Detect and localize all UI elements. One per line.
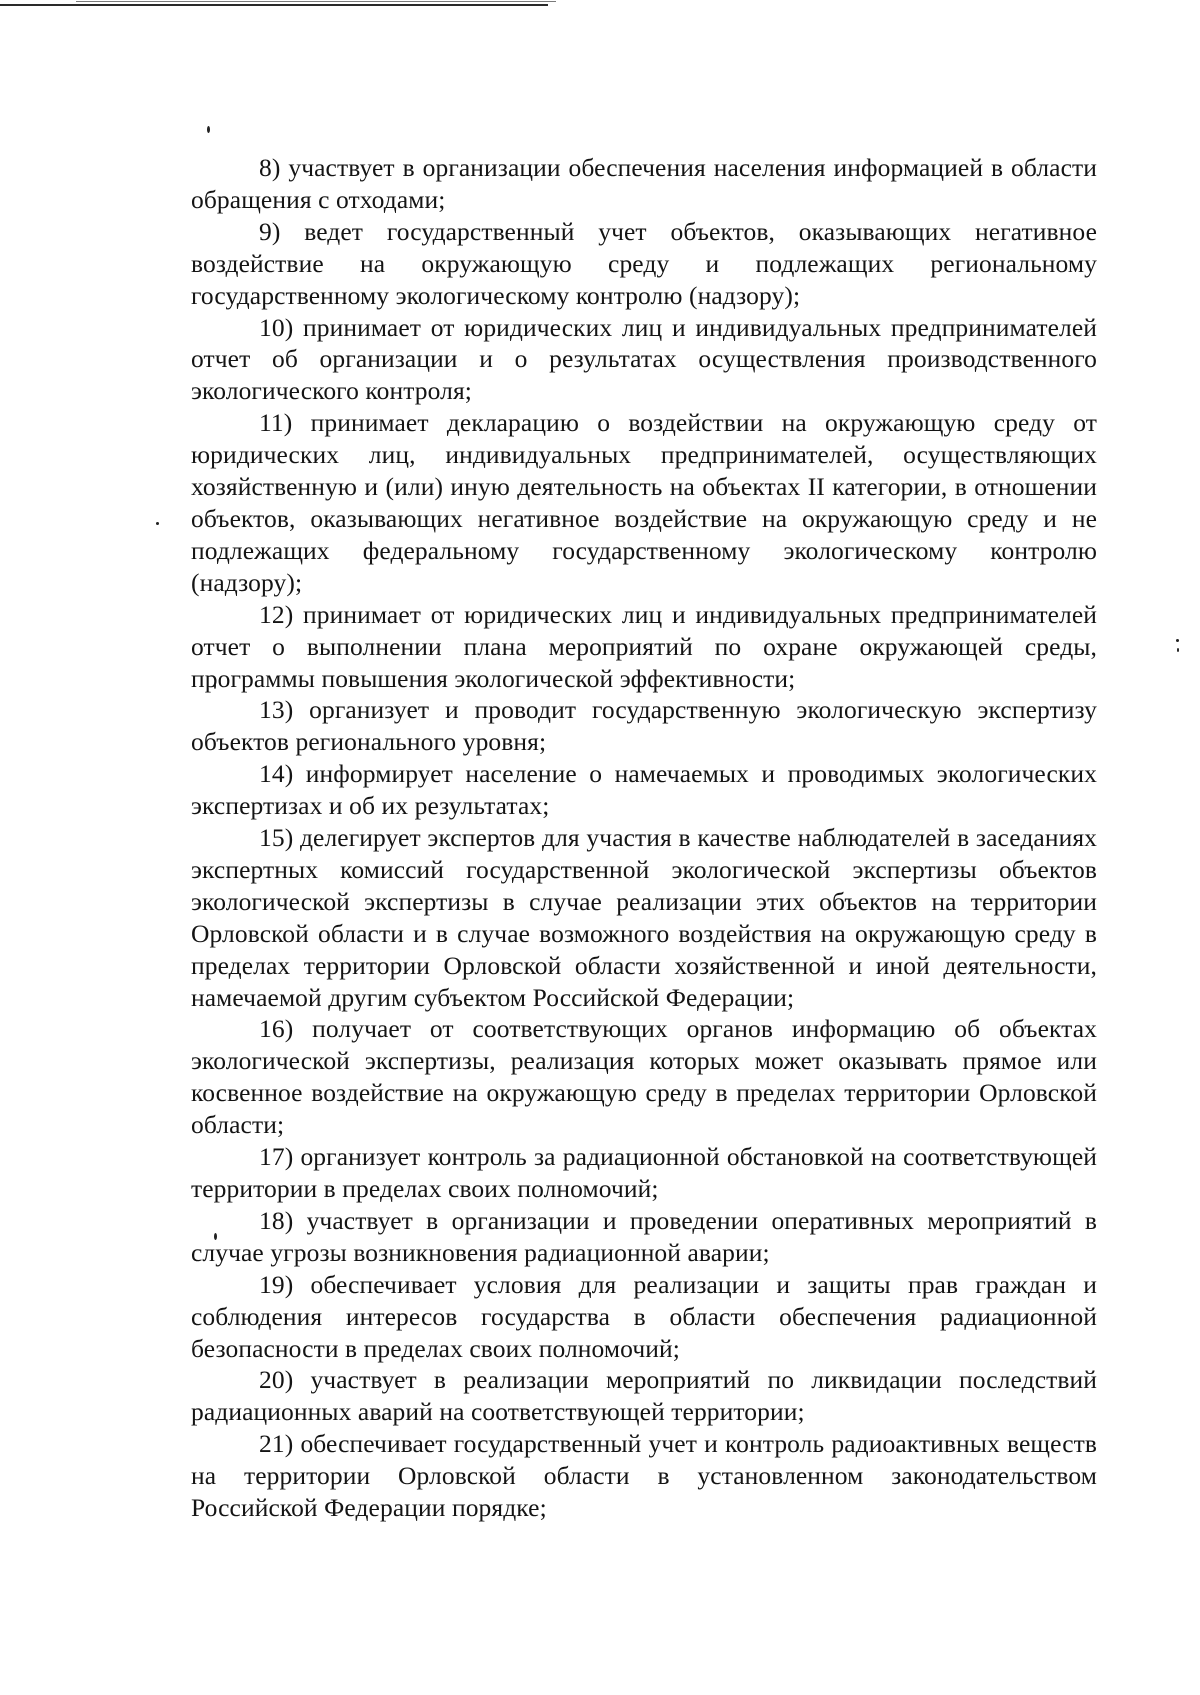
list-item: 10) принимает от юридических лиц и индивидуальных предпринимателей отчет об организации и о результатах осуществления производственного экологического контроля; (191, 312, 1097, 406)
scan-top-border-thin (76, 1, 556, 2)
scan-speck (207, 126, 210, 133)
list-item: 16) получает от соответствующих органов информацию об объектах экологической экспертизы, реализация которых может оказывать прямое или косвенное воздействие на окружающую среду в пределах территории Орловской области; (191, 1014, 1097, 1140)
list-item: 12) принимает от юридических лиц и индивидуальных предпринимателей отчет о выполнении плана мероприятий по охране окружающей среды, программы повышения экологической эффективности; (191, 599, 1097, 693)
scan-speck (1177, 648, 1179, 652)
list-item: 17) организует контроль за радиационной обстановкой на соответствующей территории в пределах своих полномочий; (191, 1142, 1097, 1203)
list-item: 13) организует и проводит государственную экологическую экспертизу объектов регионального уровня; (191, 695, 1097, 757)
scan-speck (1176, 639, 1179, 642)
scan-speck (156, 522, 159, 525)
list-item: 21) обеспечивает государственный учет и контроль радиоактивных веществ на территории Орловской области в установленном законодательством Российской Федерации порядке; (191, 1429, 1097, 1523)
list-item: 14) информирует население о намечаемых и проводимых экологических экспертизах и об их результатах; (191, 759, 1097, 821)
document-body (191, 152, 1097, 1524)
list-item: 15) делегирует экспертов для участия в качестве наблюдателей в заседаниях экспертных комиссий государственной экологической экспертизы объектов экологической экспертизы в случае реализации этих объектов на территории Орловской области и в случае возможного воздействия на окружающую среду в пределах территории Орловской области хозяйственной и иной деятельности, намечаемой другим субъектом Российской Федерации; (191, 823, 1097, 1012)
list-item: 8) участвует в организации обеспечения населения информацией в области обращения с отходами; (191, 153, 1097, 214)
list-item: 9) ведет государственный учет объектов, оказывающих негативное воздействие на окружающую среду и подлежащих региональному государственному экологическому контролю (надзору); (191, 216, 1097, 310)
list-item: 18) участвует в организации и проведении оперативных мероприятий в случае угрозы возникновения радиационной аварии; (191, 1205, 1097, 1267)
list-item: 11) принимает декларацию о воздействии на окружающую среду от юридических лиц, индивидуальных предпринимателей, осуществляющих хозяйственную и (или) иную деятельность на объектах II категории, в отношении объектов, оказывающих негативное воздействие на окружающую среду и не подлежащих федеральному государственному экологическому контролю (надзору); (191, 408, 1097, 597)
scan-top-border (0, 4, 548, 6)
list-item: 19) обеспечивает условия для реализации и защиты прав граждан и соблюдения интересов государства в области обеспечения радиационной безопасности в пределах своих полномочий; (191, 1269, 1097, 1363)
list-item: 20) участвует в реализации мероприятий по ликвидации последствий радиационных аварий на соответствующей территории; (191, 1365, 1097, 1427)
